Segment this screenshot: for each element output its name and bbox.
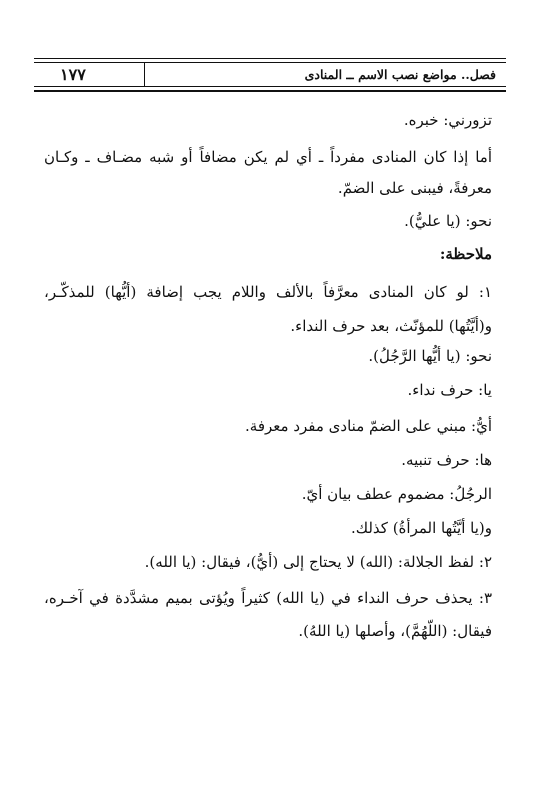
- text-line: فيقال: (اللّهُمَّ)، وأصلها (يا اللهُ).: [298, 622, 492, 640]
- text-line: و(أيَّتُها) للمؤنّث، بعد حرف النداء.: [290, 317, 492, 335]
- page-number: ١٧٧: [60, 65, 86, 84]
- text-line: و(يا أيَّتُها المرأةُ) كذلك.: [350, 519, 492, 537]
- page-header: [34, 58, 506, 92]
- text-line: أيُّ: مبني على الضمّ منادى مفرد معرفة.: [245, 417, 492, 435]
- text-line: نحو: (يا عليُّ).: [404, 212, 492, 230]
- note-heading: ملاحظة:: [439, 245, 492, 263]
- header-frame: [34, 62, 506, 87]
- header-divider: [144, 63, 145, 86]
- text-line: أما إذا كان المنادى مفرداً ـ أي لم يكن مضافاً أو شبه مضـاف ـ وكـان: [44, 148, 492, 166]
- text-line: الرجُلُ: مضموم عطف بيان أيّ.: [301, 485, 492, 503]
- chapter-title: فصل.. مواضع نصب الاسم ــ المنادى: [304, 67, 496, 82]
- text-line: يا: حرف نداء.: [407, 381, 492, 399]
- text-line: ها: حرف تنبيه.: [401, 451, 492, 469]
- text-line: نحو: (يا أيُّها الرَّجُلُ).: [368, 347, 492, 365]
- text-line: ٢: لفظ الجلالة: (الله) لا يحتاج إلى (أيُّ)، فيقال: (يا الله).: [144, 553, 492, 571]
- text-line: تزورني: خبره.: [403, 111, 492, 129]
- text-line: معرفةً، فيبنى على الضمّ.: [337, 179, 492, 197]
- text-line: ٣: يحذف حرف النداء في (يا الله) كثيراً ويُؤتى بميم مشدَّدة في آخـره،: [44, 589, 492, 607]
- text-line: ١: لو كان المنادى معرَّفاً بالألف واللام يجب إضافة (أيُّها) للمذكّـر،: [44, 283, 492, 301]
